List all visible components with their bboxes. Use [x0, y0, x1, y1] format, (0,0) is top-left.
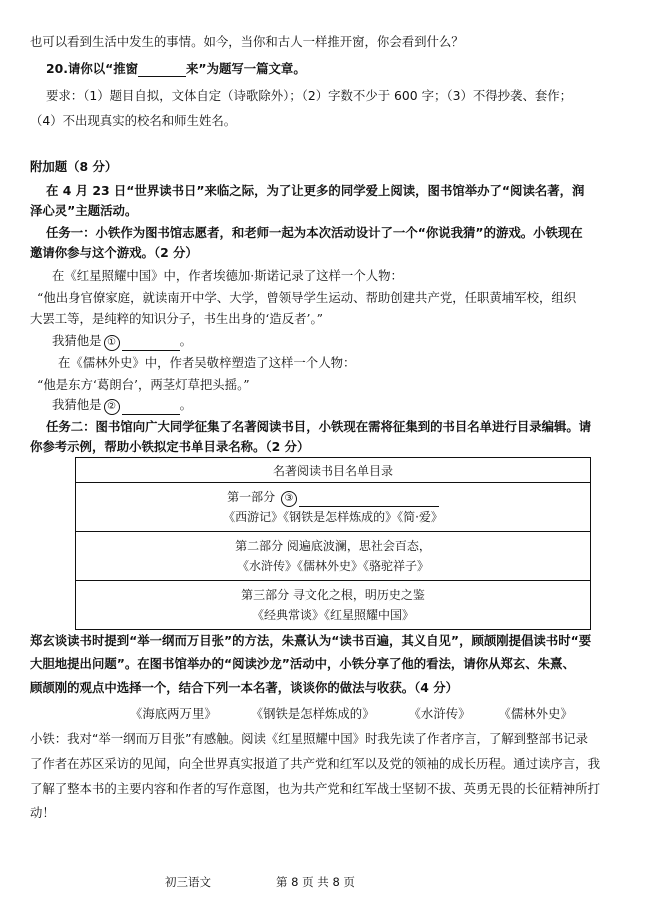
task-1-line-2: 邀请你参与这个游戏。（2 分）	[30, 245, 198, 260]
question-3-line-1: 郑玄谈读书时提到“举一纲而万目张”的方法，朱熹认为“读书百遍，其义自见”，顾颉刚提倡读书时“要	[30, 633, 592, 648]
guess-2-label: 我猜他是	[52, 397, 102, 412]
marker-three: ③	[281, 491, 297, 507]
book-option: 《海底两万里》	[130, 706, 217, 721]
text-line-continuation: 也可以看到生活中发生的事情。如今，当你和古人一样推开窗，你会看到什么？	[30, 34, 464, 49]
book-option: 《儒林外史》	[498, 706, 573, 721]
answer-line-2: 了作者在苏区采访的见闻，向全世界真实报道了共产党和红军以及党的领袖的成长历程。通过读序言，我	[30, 756, 600, 771]
quote-1-line-2: 大罢工等，是纯粹的知识分子，书生出身的‘造反者’。”	[30, 311, 323, 326]
intro-line-1: 在 4 月 23 日“世界读书日”来临之际，为了让更多的同学爱上阅读，图书馆举办了“阅读名著，润	[46, 183, 585, 198]
question-3-line-3: 顾颉刚的观点中选择一个，结合下列一本名著，谈谈你的做法与收获。（4 分）	[30, 680, 459, 695]
person-1-intro: 在《红星照耀中国》中，作者埃德加·斯诺记录了这样一个人物：	[52, 268, 403, 283]
part-1-label: 第一部分	[227, 490, 276, 504]
part-1-books: 《西游记》《钢铁是怎样炼成的》《简·爱》	[223, 510, 443, 524]
task-1-line-1: 任务一：小铁作为图书馆志愿者，和老师一起为本次活动设计了一个“你说我猜”的游戏。小铁现在	[46, 225, 583, 240]
answer-line-3: 了解了整本书的主要内容和作者的写作意图，也为共产党和红军战士坚韧不拔、英勇无畏的长征精神所打	[30, 781, 600, 796]
table-row-part-1	[76, 483, 591, 532]
person-2-intro: 在《儒林外史》中，作者吴敬梓塑造了这样一个人物：	[58, 355, 356, 370]
requirements-line-1: 要求：（1）题目自拟，文体自定（诗歌除外）；（2）字数不少于 600 字；（3）不得抄袭、套作；	[46, 88, 573, 103]
book-option: 《钢铁是怎样炼成的》	[250, 706, 375, 721]
book-list-table	[75, 457, 591, 630]
intro-line-2: 泽心灵”主题活动。	[30, 203, 138, 218]
extra-section-title: 附加题（8 分）	[30, 159, 118, 174]
requirements-line-2: （4）不出现真实的校名和师生姓名。	[30, 113, 237, 128]
table-row-part-2	[76, 532, 591, 581]
footer-page-number: 第 8 页 共 8 页	[276, 875, 355, 889]
answer-blank-title	[138, 76, 186, 77]
question-20-part-b: 来”为题写一篇文章。	[186, 61, 306, 76]
answer-line-1: 小铁：我对“举一纲而万目张”有感触。阅读《红星照耀中国》时我先读了作者序言，了解到整部书记录	[30, 731, 589, 746]
book-option: 《水浒传》	[408, 706, 471, 721]
answer-blank-1	[122, 350, 180, 351]
table-row-part-3	[76, 581, 591, 630]
task-2-line-2: 你参考示例，帮助小铁拟定书单目录名称。（2 分）	[30, 439, 310, 454]
marker-one: ①	[104, 335, 120, 351]
part-2-title: 第二部分 阅遍底波澜，思社会百态，	[235, 539, 431, 553]
guess-1-label: 我猜他是	[52, 333, 102, 348]
answer-blank-2	[122, 414, 180, 415]
question-20-part-a: 20.请你以“推窗	[46, 61, 139, 76]
quote-2: “他是东方‘葛朗台’，两茎灯草把头摇。”	[37, 377, 250, 392]
part-3-books: 《经典常谈》《红星照耀中国》	[251, 608, 414, 622]
guess-2: 我猜他是 ② 。	[52, 397, 192, 415]
question-20	[46, 61, 306, 77]
part-2-books: 《水浒传》《儒林外史》《骆驼祥子》	[236, 559, 429, 573]
footer-subject: 初三语文	[165, 875, 211, 889]
quote-1-line-1: “他出身官僚家庭，就读南开中学、大学，曾领导学生运动、帮助创建共产党，任职黄埔军校，组织	[37, 290, 577, 305]
question-3-line-2: 大胆地提出问题”。在图书馆举办的“阅读沙龙”活动中，小铁分享了他的看法，请你从郑玄、朱熹、	[30, 656, 575, 671]
part-3-title: 第三部分 寻文化之根，明历史之鉴	[241, 588, 425, 602]
answer-line-4: 动！	[30, 805, 55, 820]
book-options	[130, 706, 573, 722]
guess-1: 我猜他是 ① 。	[52, 333, 192, 351]
task-2-line-1: 任务二：图书馆向广大同学征集了名著阅读书目，小铁现在需将征集到的书目名单进行目录编辑。请	[46, 419, 592, 434]
table-header: 名著阅读书目名单目录	[76, 458, 591, 483]
marker-two: ②	[104, 399, 120, 415]
